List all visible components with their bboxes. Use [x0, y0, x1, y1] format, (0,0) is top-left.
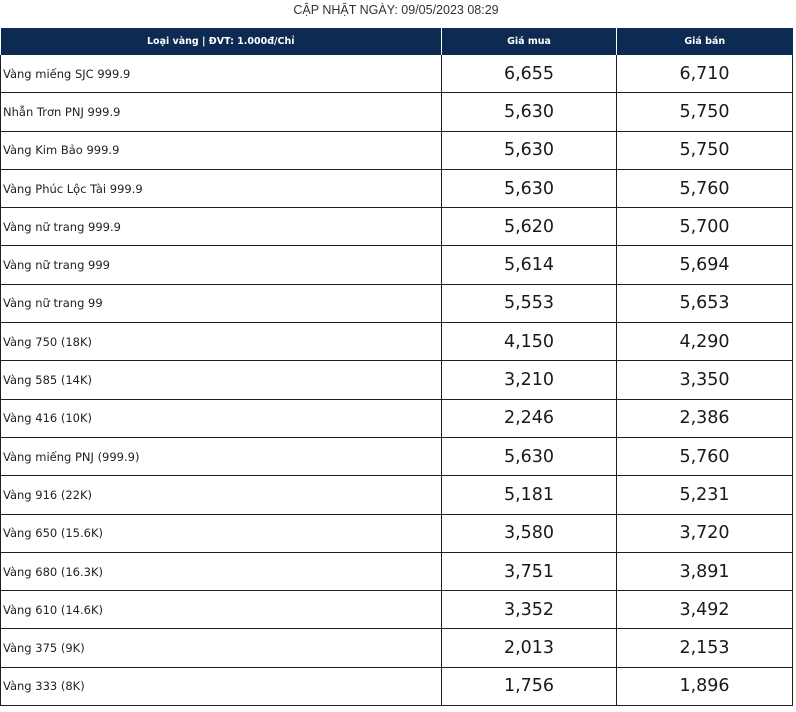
- sell-price-cell: 1,896: [617, 667, 793, 705]
- table-row: [1, 284, 793, 322]
- sell-price-cell: 5,231: [617, 476, 793, 514]
- buy-price-cell: 3,580: [442, 514, 617, 552]
- sell-price-cell: 5,750: [617, 93, 793, 131]
- gold-type-cell: Vàng 333 (8K): [1, 667, 442, 705]
- table-row: [1, 667, 793, 705]
- buy-price-cell: 5,553: [442, 284, 617, 322]
- gold-type-cell: Vàng miếng PNJ (999.9): [1, 437, 442, 475]
- update-timestamp: CẬP NHẬT NGÀY: 09/05/2023 08:29: [293, 3, 499, 17]
- buy-price-cell: 5,630: [442, 93, 617, 131]
- gold-type-cell: Vàng Phúc Lộc Tài 999.9: [1, 169, 442, 207]
- sell-price-cell: 3,720: [617, 514, 793, 552]
- table-row: [1, 399, 793, 437]
- sell-price-cell: 6,710: [617, 55, 793, 93]
- table-row: [1, 323, 793, 361]
- sell-price-cell: 5,653: [617, 284, 793, 322]
- gold-type-cell: Nhẫn Trơn PNJ 999.9: [1, 93, 442, 131]
- gold-type-cell: Vàng nữ trang 999.9: [1, 208, 442, 246]
- gold-type-cell: Vàng 680 (16.3K): [1, 552, 442, 590]
- sell-price-cell: 3,350: [617, 361, 793, 399]
- table-header-row: [1, 28, 793, 55]
- header-buy-price: Giá mua: [442, 28, 617, 55]
- gold-type-cell: Vàng 610 (14.6K): [1, 591, 442, 629]
- buy-price-cell: 6,655: [442, 55, 617, 93]
- sell-price-cell: 5,750: [617, 131, 793, 169]
- buy-price-cell: 5,181: [442, 476, 617, 514]
- gold-type-cell: Vàng miếng SJC 999.9: [1, 55, 442, 93]
- buy-price-cell: 1,756: [442, 667, 617, 705]
- gold-type-cell: Vàng 375 (9K): [1, 629, 442, 667]
- gold-type-cell: Vàng nữ trang 99: [1, 284, 442, 322]
- table-row: [1, 361, 793, 399]
- table-row: [1, 437, 793, 475]
- gold-price-table: [0, 28, 793, 706]
- sell-price-cell: 5,760: [617, 437, 793, 475]
- gold-type-cell: Vàng Kim Bảo 999.9: [1, 131, 442, 169]
- gold-type-cell: Vàng 650 (15.6K): [1, 514, 442, 552]
- buy-price-cell: 5,630: [442, 169, 617, 207]
- table-row: [1, 208, 793, 246]
- table-row: [1, 93, 793, 131]
- buy-price-cell: 5,620: [442, 208, 617, 246]
- table-row: [1, 476, 793, 514]
- gold-type-cell: Vàng 916 (22K): [1, 476, 442, 514]
- header-gold-type: Loại vàng | ĐVT: 1.000đ/Chỉ: [1, 28, 442, 55]
- header-sell-price: Giá bán: [617, 28, 793, 55]
- table-row: [1, 514, 793, 552]
- buy-price-cell: 3,352: [442, 591, 617, 629]
- table-row: [1, 131, 793, 169]
- table-row: [1, 629, 793, 667]
- table-row: [1, 55, 793, 93]
- sell-price-cell: 5,700: [617, 208, 793, 246]
- gold-type-cell: Vàng 416 (10K): [1, 399, 442, 437]
- buy-price-cell: 3,751: [442, 552, 617, 590]
- gold-type-cell: Vàng 585 (14K): [1, 361, 442, 399]
- sell-price-cell: 5,694: [617, 246, 793, 284]
- buy-price-cell: 5,614: [442, 246, 617, 284]
- table-row: [1, 169, 793, 207]
- sell-price-cell: 2,153: [617, 629, 793, 667]
- buy-price-cell: 2,246: [442, 399, 617, 437]
- table-row: [1, 552, 793, 590]
- sell-price-cell: 4,290: [617, 323, 793, 361]
- sell-price-cell: 2,386: [617, 399, 793, 437]
- sell-price-cell: 3,891: [617, 552, 793, 590]
- buy-price-cell: 4,150: [442, 323, 617, 361]
- gold-type-cell: Vàng nữ trang 999: [1, 246, 442, 284]
- table-row: [1, 246, 793, 284]
- sell-price-cell: 3,492: [617, 591, 793, 629]
- gold-type-cell: Vàng 750 (18K): [1, 323, 442, 361]
- buy-price-cell: 3,210: [442, 361, 617, 399]
- table-row: [1, 591, 793, 629]
- sell-price-cell: 5,760: [617, 169, 793, 207]
- buy-price-cell: 5,630: [442, 437, 617, 475]
- buy-price-cell: 5,630: [442, 131, 617, 169]
- buy-price-cell: 2,013: [442, 629, 617, 667]
